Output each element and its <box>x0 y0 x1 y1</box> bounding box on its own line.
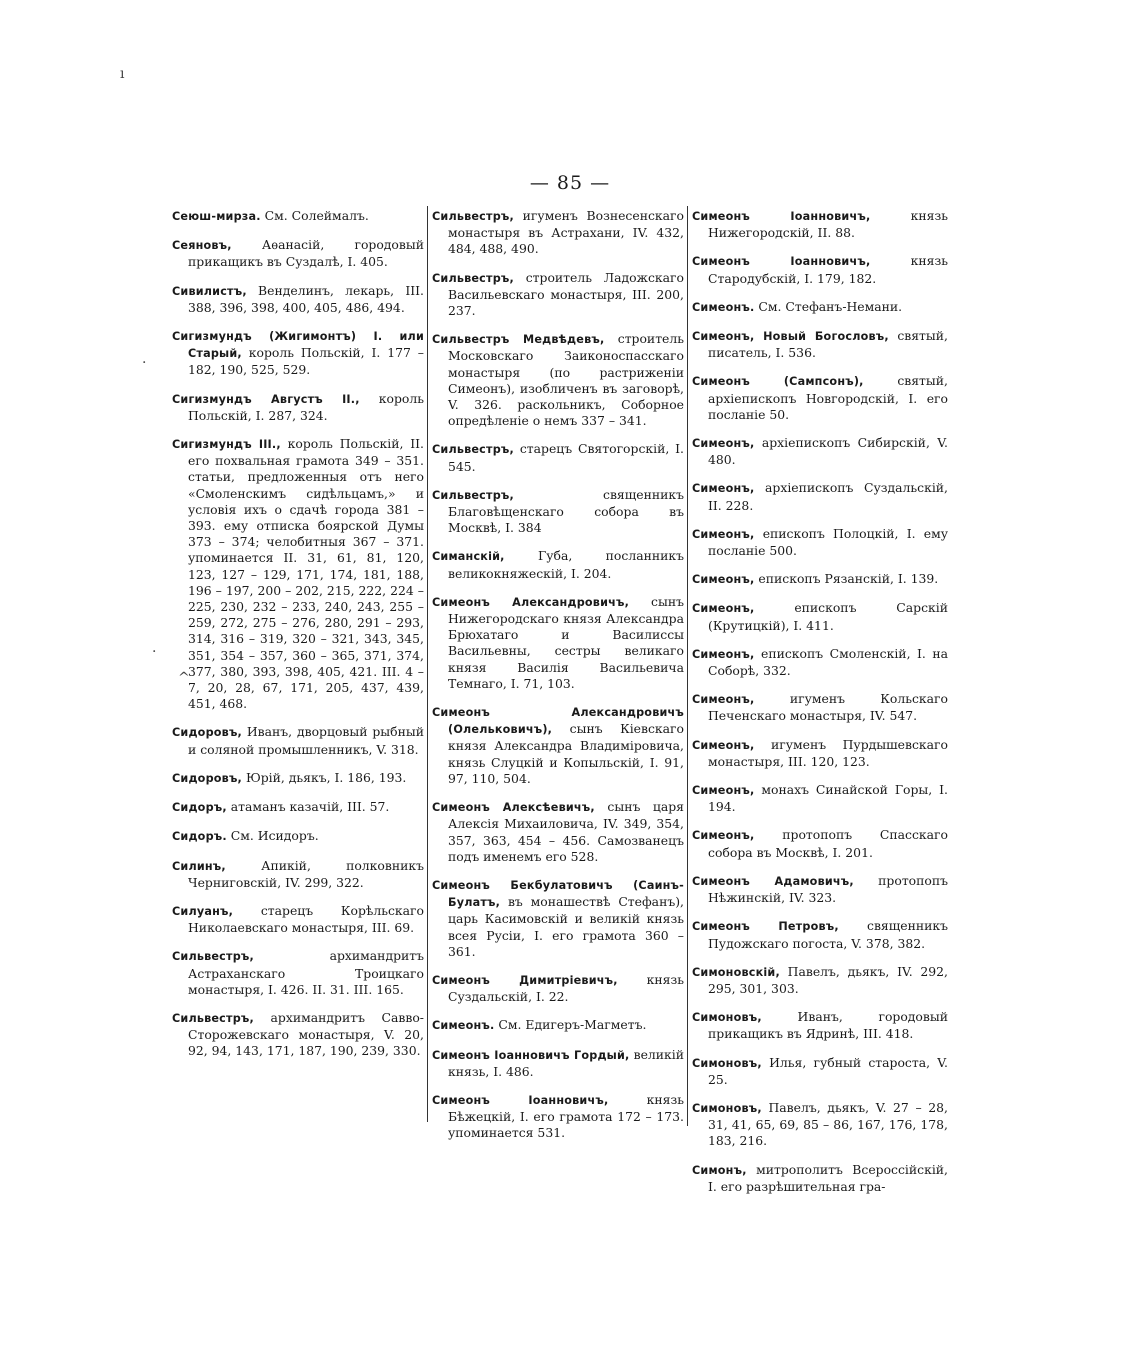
entry-headword: Симеонъ, <box>692 482 755 496</box>
entry-text: священникъ Пудожскаго погоста, V. 378, 382. <box>708 918 948 951</box>
entry-headword: Сильвестръ, <box>172 1011 254 1025</box>
index-entry <box>172 208 424 225</box>
entry-headword: Симеонъ, <box>692 647 755 661</box>
entry-headword: Симеонъ, Новый Богословъ, <box>692 330 889 344</box>
entry-text: См. Стефанъ-Немани. <box>758 298 903 314</box>
entry-text: протопопъ Спасскаго собора въ Москвѣ, I. 201. <box>708 827 948 860</box>
entry-headword: Сидоръ. <box>172 830 227 844</box>
index-entry <box>172 948 424 998</box>
entry-text: митрополитъ Всероссійскій, I. его разрѣшительная гра- <box>708 1161 948 1194</box>
index-entry <box>692 873 948 906</box>
index-entry <box>432 1092 684 1142</box>
entry-headword: Симеонъ Димитріевичъ, <box>432 973 618 987</box>
entry-text: старецъ Корѣльскаго Николаевскаго монастыря, III. 69. <box>188 902 424 936</box>
index-entry <box>172 436 424 712</box>
entry-headword: Симеонъ, <box>692 829 755 843</box>
entry-headword: Симоновъ, <box>692 1056 762 1070</box>
entry-text: Юрій, дьякъ, I. 186, 193. <box>245 769 407 785</box>
entry-text: атаманъ казачій, III. 57. <box>230 799 390 815</box>
index-entry <box>692 571 948 588</box>
entry-headword: Сильвестръ Медвѣдевъ, <box>432 333 605 347</box>
index-entry <box>692 1162 948 1195</box>
index-entry <box>692 208 948 241</box>
entry-headword: Силуанъ, <box>172 904 234 918</box>
entry-headword: Симеонъ. <box>432 1019 495 1033</box>
index-entry <box>692 827 948 860</box>
index-entry <box>172 770 424 787</box>
index-entry <box>692 253 948 286</box>
entry-headword: Сеюш-мирза. <box>172 210 261 223</box>
entry-text: епископъ Сарскій (Крутицкій), I. 411. <box>708 600 948 633</box>
entry-text: епископъ Рязанскій, I. 139. <box>758 571 939 587</box>
index-entry <box>692 1009 948 1042</box>
entry-text: князь Суздальскій, I. 22. <box>448 971 684 1005</box>
index-entry <box>692 480 948 513</box>
index-entry <box>432 799 684 865</box>
column-rule <box>687 206 688 1126</box>
index-entry <box>432 1047 684 1080</box>
index-entry <box>172 1010 424 1060</box>
entry-text: игуменъ Пурдышевскаго монастыря, III. 120, 123. <box>708 736 948 769</box>
entry-headword: Симеонъ Алексѣевичъ, <box>432 801 595 815</box>
entry-text: король Польскій, I. 287, 324. <box>188 390 424 423</box>
entry-headword: Сильвестръ, <box>432 271 514 285</box>
entry-headword: Сеяновъ, <box>172 239 232 253</box>
scan-mark: · <box>142 355 147 371</box>
index-entry <box>172 328 424 379</box>
entry-headword: Симеонъ, <box>692 527 755 541</box>
entry-headword: Симоновъ, <box>692 1011 762 1025</box>
index-entry <box>172 903 424 936</box>
index-entry <box>692 964 948 997</box>
index-entry <box>692 600 948 633</box>
entry-text: сынъ царя Алексія Михаиловича, IV. 349, 354, 357, 363, 454 – 456. Самозванецъ подъ именемъ его 528. <box>448 799 684 864</box>
entry-headword: Симеонъ, <box>692 784 755 798</box>
index-entry <box>692 435 948 468</box>
entry-text: См. Исидоръ. <box>230 828 319 844</box>
index-entry <box>172 237 424 270</box>
entry-headword: Симеонъ, <box>692 437 755 451</box>
entry-headword: Сивилистъ, <box>172 284 247 298</box>
index-entry <box>172 391 424 424</box>
entry-headword: Сильвестръ, <box>172 950 254 964</box>
entry-text: Губа, посланникъ великокняжескій, I. 204. <box>448 548 684 581</box>
index-entry <box>692 737 948 770</box>
entry-text: Илья, губный староста, V. 25. <box>708 1054 948 1087</box>
entry-text: монахъ Синайской Горы, I. 194. <box>708 782 948 815</box>
entry-headword: Симеонъ (Сампсонъ), <box>692 375 864 389</box>
entry-text: старецъ Святогорскій, I. 545. <box>448 441 684 474</box>
index-entry <box>432 270 684 320</box>
index-entry <box>432 208 684 258</box>
index-column-3 <box>692 208 948 1207</box>
entry-text: сынъ Кіевскаго князя Александра Владиміровича, князь Слуцкій и Копыльскій, I. 91, 97, 110, 504. <box>448 721 684 786</box>
entry-headword: Силинъ, <box>172 859 226 873</box>
index-entry <box>172 858 424 891</box>
entry-text: епископъ Смоленскій, I. на Соборѣ, 332. <box>708 645 948 679</box>
entry-text: игуменъ Вознесенскаго монастыря въ Астрахани, IV. 432, 484, 488, 490. <box>448 208 684 257</box>
entry-text: великій князь, I. 486. <box>448 1046 684 1079</box>
index-entry <box>692 1100 948 1150</box>
entry-text: Павелъ, дьякъ, IV. 292, 295, 301, 303. <box>708 963 948 996</box>
index-entry <box>692 299 948 316</box>
index-entry <box>692 646 948 679</box>
entry-headword: Сигизмундъ Августъ II., <box>172 392 360 406</box>
entry-text: князь Бѣжецкій, I. его грамота 172 – 173. упоминается 531. <box>448 1091 684 1141</box>
index-entry <box>172 724 424 757</box>
entry-headword: Сидоръ, <box>172 801 227 815</box>
index-entry <box>432 972 684 1005</box>
entry-headword: Симеонъ Бекбулатовичъ (Саинъ-Булатъ, <box>432 878 684 910</box>
entry-text: Иванъ, городовый прикащикъ въ Ядринѣ, III. 418. <box>708 1009 948 1042</box>
entry-headword: Сильвестръ, <box>432 443 514 457</box>
index-entry <box>432 594 684 692</box>
entry-text: протопопъ Нѣжинскій, IV. 323. <box>708 872 948 906</box>
index-column-1 <box>172 208 424 1072</box>
entry-text: игуменъ Кольскаго Печенскаго монастыря, IV. 547. <box>708 691 948 724</box>
entry-text: священникъ Благовѣщенскаго собора въ Москвѣ, I. 384 <box>448 486 684 536</box>
index-entry <box>692 373 948 423</box>
index-entry <box>692 918 948 951</box>
index-entry <box>432 441 684 474</box>
entry-text: святый, архіепископъ Новгородскій, I. его посланіе 50. <box>708 373 948 422</box>
entry-headword: Симоновъ, <box>692 1101 762 1115</box>
entry-headword: Симонъ, <box>692 1163 747 1177</box>
entry-headword: Симеонъ Іоанновичъ, <box>432 1093 609 1107</box>
index-entry <box>172 799 424 816</box>
entry-text: святый, писатель, I. 536. <box>708 328 948 361</box>
entry-text: князь Нижегородскій, II. 88. <box>708 208 948 241</box>
entry-text: архіепископъ Суздальскій, II. 228. <box>708 480 948 513</box>
index-column-2 <box>432 208 684 1154</box>
entry-headword: Симеонъ, <box>692 693 755 707</box>
entry-text: Павелъ, дьякъ, V. 27 – 28, 31, 41, 65, 69, 85 – 86, 167, 176, 178, 183, 216. <box>708 1099 948 1149</box>
scan-mark: · <box>152 644 157 660</box>
entry-headword: Симеонъ Іоанновичъ Гордый, <box>432 1048 630 1062</box>
entry-text: епископъ Полоцкій, I. ему посланіе 500. <box>708 525 948 559</box>
index-entry <box>432 877 684 960</box>
entry-headword: Симеонъ. <box>692 300 755 314</box>
entry-headword: Сигизмундъ III., <box>172 438 281 452</box>
index-entry <box>432 548 684 581</box>
entry-text: король Польскій, I. 177 – 182, 190, 525, 529. <box>188 345 424 378</box>
entry-headword: Симоновскій, <box>692 965 780 979</box>
index-entry <box>692 328 948 361</box>
entry-text: Венделинъ, лекарь, III. 388, 396, 398, 400, 405, 486, 494. <box>188 282 424 315</box>
entry-text: См. Солеймалъ. <box>264 208 369 223</box>
index-entry <box>432 487 684 537</box>
index-entry <box>172 283 424 316</box>
scan-mark: ^ <box>178 670 190 686</box>
entry-text: архимандритъ Савво-Сторожевскаго монастыря, V. 20, 92, 94, 143, 171, 187, 190, 239, 330. <box>188 1009 424 1059</box>
index-entry <box>692 782 948 815</box>
entry-headword: Симеонъ Адамовичъ, <box>692 874 854 888</box>
entry-text: сынъ Нижегородскаго князя Александра Брюхатаго и Василиссы Васильевны, сестры великаго князя Василія Васильевича Темнаго, I. 71, 103. <box>448 593 684 691</box>
index-entry <box>432 331 684 429</box>
column-rule <box>427 206 428 1122</box>
entry-headword: Сигизмундъ (Жигимонтъ) I. или Старый, <box>172 330 424 361</box>
entry-text: Апикій, полковникъ Черниговскій, IV. 299, 322. <box>188 857 424 890</box>
entry-headword: Симеонъ Іоанновичъ, <box>692 255 871 269</box>
entry-headword: Сидоровъ, <box>172 771 243 785</box>
entry-headword: Симеонъ, <box>692 738 755 752</box>
entry-headword: Симеонъ Александровичъ (Олельковичъ), <box>432 706 684 737</box>
entry-text: См. Едигеръ-Магметъ. <box>498 1017 647 1033</box>
entry-text: архимандритъ Астраханскаго Троицкаго монастыря, I. 426. II. 31. III. 165. <box>188 948 424 997</box>
index-entry <box>692 691 948 724</box>
entry-text: король Польскій, II. его похвальная грамота 349 – 351. статьи, предложенныя отъ него «Смоленскимъ сидѣльцамъ,» и условія ихъ о сдачѣ города 381 – 393. ему отписка боярской Думы 373 – 374; челобитныя 367 – 371. упоминается II. 31, 61, 81, 120, 123, 127 – 129, 171, 174, 181, 188, 196 – 197, 200 – 202, 215, 222, 224 – 225, 230, 232 – 233, 240, 243, 255 – 259, 272, 275 – 276, 280, 291 – 293, 314, 316 – 319, 320 – 321, 343, 345, 351, 354 – 357, 360 – 365, 371, 374, 377, 380, 393, 398, 405, 421. III. 4 – 7, 20, 28, 67, 171, 205, 437, 439, 451, 468. <box>188 436 424 712</box>
entry-text: въ монашествѣ Стефанъ), царь Касимовскій и великій князь всея Русіи, I. его грамота 360 – 361. <box>448 894 684 959</box>
entry-text: строитель Московскаго Заиконоспасскаго монастыря (по растриженіи Симеонъ), изобличенъ въ заговорѣ, V. 326. раскольникъ, Соборное опредѣленіе о немъ 337 – 341. <box>448 331 684 429</box>
entry-headword: Сидоровъ, <box>172 726 243 740</box>
entry-text: Аѳанасій, городовый прикащикъ въ Суздалѣ, I. 405. <box>188 237 424 270</box>
entry-headword: Симеонъ Александровичъ, <box>432 595 630 609</box>
entry-headword: Симанскій, <box>432 550 505 564</box>
page-number: — 85 — <box>529 172 611 194</box>
index-entry <box>172 828 424 845</box>
index-entry <box>692 526 948 559</box>
entry-text: строитель Ладожскаго Васильевскаго монастыря, III. 200, 237. <box>448 269 684 319</box>
entry-text: князь Стародубскій, I. 179, 182. <box>708 253 948 286</box>
entry-headword: Сильвестръ, <box>432 210 514 223</box>
entry-headword: Сильвестръ, <box>432 488 514 502</box>
index-entry <box>692 1055 948 1088</box>
entry-headword: Симеонъ, <box>692 602 755 616</box>
index-entry <box>432 704 684 787</box>
entry-headword: Симеонъ Іоанновичъ, <box>692 210 871 223</box>
entry-text: Иванъ, дворцовый рыбный и соляной промышленникъ, V. 318. <box>188 724 424 757</box>
scan-mark: ı <box>120 66 125 82</box>
index-entry <box>432 1017 684 1034</box>
entry-headword: Симеонъ, <box>692 573 755 587</box>
entry-text: архіепископъ Сибирскій, V. 480. <box>708 435 948 468</box>
entry-headword: Симеонъ Петровъ, <box>692 920 839 934</box>
